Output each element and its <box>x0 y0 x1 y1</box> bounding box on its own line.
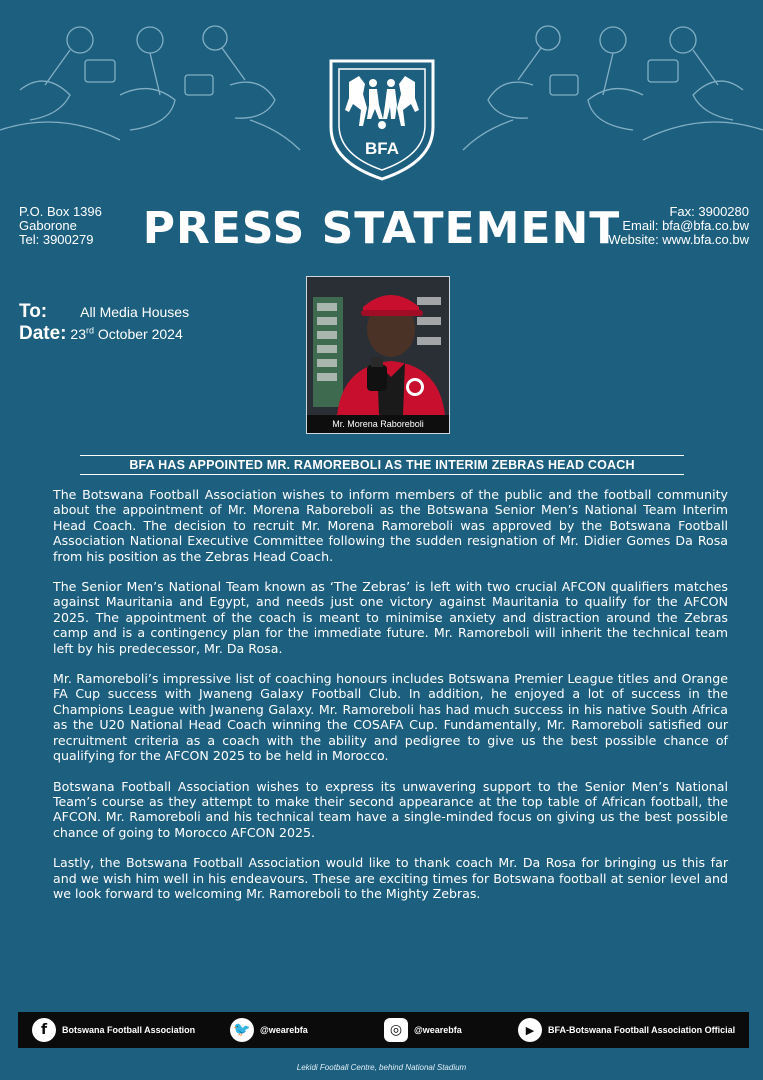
paragraph: The Senior Men’s National Team known as ‘The Zebras’ is left with two crucial AFCON qualifiers matches against Mauritania and Egypt, and needs just one victory against Mauritania to qualify for the AFCON 2025. The appointment of the coach is meant to minimise anxiety and distraction around the Zebras camp and is a contingency plan for the immediate future. Mr. Ramoreboli will inherit the technical team left by his predecessor, Mr. Da Rosa. <box>53 579 728 656</box>
paragraph: Botswana Football Association wishes to express its unwavering support to the Senior Men’s National Team’s course as they attempt to make their second appearance at the top table of African football, the AFCON. Mr. Ramoreboli and his technical team have a single-minded focus on giving us the best possible chance of going to Morocco AFCON 2025. <box>53 778 728 840</box>
contact-website[interactable]: Website: www.bfa.co.bw <box>608 232 749 247</box>
bfa-logo <box>327 57 437 183</box>
social-youtube[interactable] <box>518 1018 735 1042</box>
social-label: @wearebfa <box>414 1025 462 1035</box>
date-day: 23 <box>70 326 86 342</box>
address-line2: Gaborone <box>19 218 77 233</box>
instagram-icon: ◎ <box>384 1018 408 1042</box>
date-label: Date: <box>19 323 67 344</box>
statement-body <box>53 487 728 916</box>
contact-email[interactable]: Email: bfa@bfa.co.bw <box>622 218 749 233</box>
footer-address: Lekidi Football Centre, behind National Stadium <box>296 1063 467 1072</box>
page-title: PRESS STATEMENT <box>142 203 621 254</box>
social-instagram[interactable] <box>384 1018 462 1042</box>
date-row <box>19 323 183 345</box>
paragraph: Mr. Ramoreboli’s impressive list of coaching honours includes Botswana Premier League titles and Orange FA Cup success with Jwaneng Galaxy Football Club. In addition, he enjoyed a lot of success in the Champions League with Jwaneng Galaxy. Mr. Ramoreboli has had much success in his native South Africa as the U20 National Head Coach winning the COSAFA Cup. Fundamentally, Mr. Ramoreboli satisfied our recruitment criteria as a coach with the ability and pedigree to give us the best possible chance of qualifying for the AFCON 2025 to be held in Morocco. <box>53 671 728 764</box>
social-label: BFA-Botswana Football Association Official <box>548 1025 736 1035</box>
recipient-row <box>19 301 189 323</box>
address-line1: P.O. Box 1396 <box>19 204 102 219</box>
coach-photo <box>306 276 450 434</box>
social-twitter[interactable] <box>230 1018 308 1042</box>
contact-fax: Fax: 3900280 <box>669 204 749 219</box>
to-value: All Media Houses <box>80 304 190 320</box>
youtube-icon: ▶ <box>518 1018 542 1042</box>
date-suffix: rd <box>85 325 94 336</box>
photo-caption: Mr. Morena Raboreboli <box>307 415 449 433</box>
bfa-logo-text: BFA <box>365 139 399 158</box>
contact-info <box>608 205 749 247</box>
social-label: @wearebfa <box>260 1025 308 1035</box>
facebook-icon: f <box>32 1018 56 1042</box>
paragraph: The Botswana Football Association wishes to inform members of the public and the football community about the appointment of Mr. Morena Raboreboli as the Botswana Senior Men’s National Team Interim Head Coach. The decision to recruit Mr. Morena Ramoreboli was approved by the Botswana Football Association National Executive Committee following the sudden resignation of Mr. Didier Gomes Da Rosa from his position as the Zebras Head Coach. <box>53 487 728 564</box>
address-tel: Tel: 3900279 <box>19 232 94 247</box>
date-rest: October 2024 <box>97 326 183 342</box>
headline: BFA HAS APPOINTED MR. RAMOREBOLI AS THE INTERIM ZEBRAS HEAD COACH <box>129 458 635 472</box>
twitter-icon: 🐦 <box>230 1018 254 1042</box>
social-footer <box>18 1012 749 1048</box>
social-facebook[interactable] <box>32 1018 195 1042</box>
paragraph: Lastly, the Botswana Football Association would like to thank coach Mr. Da Rosa for bringing us this far and we wish him well in his endeavours. These are exciting times for Botswana football at senior level and we look forward to welcoming Mr. Ramoreboli to the Mighty Zebras. <box>53 855 728 901</box>
to-label: To: <box>19 301 48 322</box>
social-label: Botswana Football Association <box>62 1025 196 1035</box>
headline-box <box>80 455 684 475</box>
